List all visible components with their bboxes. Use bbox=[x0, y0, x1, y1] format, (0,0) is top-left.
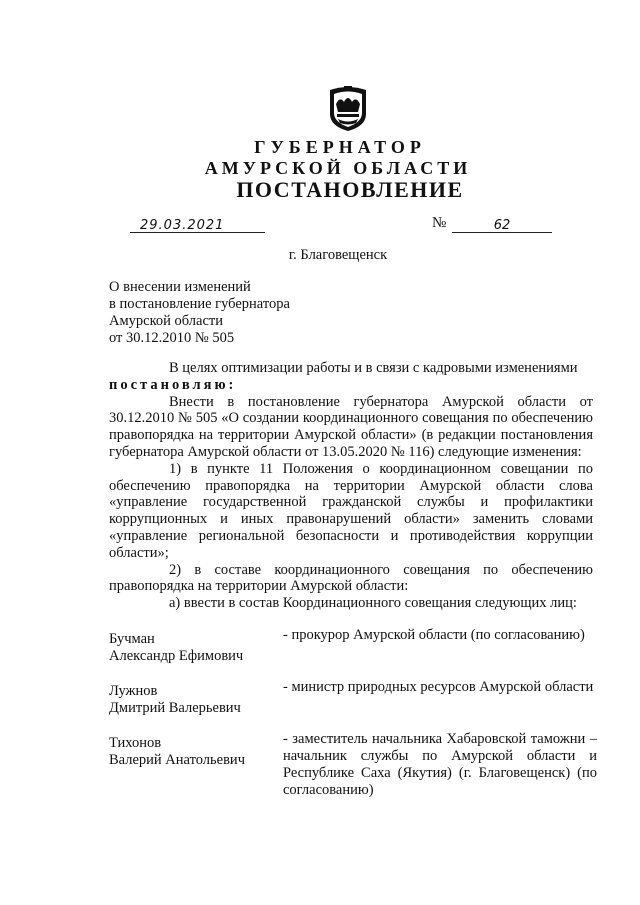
member-role: - министр природных ресурсов Амурской области bbox=[283, 679, 594, 695]
member-given-name: Александр Ефимович bbox=[109, 648, 244, 664]
subject-line: от 30.12.2010 № 505 bbox=[109, 330, 235, 346]
subject-line: в постановление губернатора bbox=[109, 296, 290, 312]
member-name bbox=[109, 683, 241, 717]
city-label: г. Благовещенск bbox=[288, 247, 388, 263]
member-name bbox=[109, 631, 243, 665]
header-title-region: АМУРСКОЙ ОБЛАСТИ bbox=[204, 158, 472, 178]
document-subject bbox=[109, 279, 290, 347]
subject-line: О внесении изменений bbox=[109, 279, 251, 295]
document-number: 62 bbox=[452, 220, 552, 233]
member-role: - заместитель начальника Хабаровской таможни – начальник службы по Амурской области и Республике Саха (Якутия) (г. Благовещенск) (по согласованию) bbox=[283, 731, 597, 798]
member-name bbox=[109, 735, 245, 769]
paragraph-item-1: 1) в пункте 11 Положения о координационном совещании по обеспечению правопорядка на территории Амурской области слова «управление государственной гражданской службы и профилактики коррупционных и иных правонарушений области» заменить словами «управление региональной безопасности и противодействия коррупции области»; bbox=[109, 460, 593, 561]
document-body bbox=[109, 360, 593, 612]
coat-of-arms-emblem bbox=[326, 84, 370, 132]
member-surname: Лужнов bbox=[109, 683, 158, 699]
paragraph-main: Внести в постановление губернатора Амурской области от 30.12.2010 № 505 «О создании координационного совещания по обеспечению правопорядка на территории Амурской области» (в редакции постановления губернатора Амурской области от 13.05.2020 № 116) следующие изменения: bbox=[109, 393, 593, 460]
member-given-name: Дмитрий Валерьевич bbox=[109, 700, 241, 716]
paragraph-subitem-a: а) ввести в состав Координационного совещания следующих лиц: bbox=[169, 595, 577, 612]
paragraph-item-2: 2) в составе координационного совещания по обеспечению правопорядка на территории Амурской области: bbox=[109, 561, 593, 595]
member-surname: Тихонов bbox=[109, 735, 162, 751]
resolve-word: постановляю: bbox=[109, 376, 237, 393]
number-sign: № bbox=[432, 215, 447, 231]
member-role: - прокурор Амурской области (по согласованию) bbox=[283, 627, 585, 643]
header-title-governor: ГУБЕРНАТОР bbox=[254, 137, 426, 157]
document-type-title: ПОСТАНОВЛЕНИЕ bbox=[236, 177, 464, 202]
subject-line: Амурской области bbox=[109, 313, 223, 329]
member-given-name: Валерий Анатольевич bbox=[109, 752, 245, 768]
member-surname: Бучман bbox=[109, 631, 155, 647]
intro-paragraph: В целях оптимизации работы и в связи с кадровыми изменениями bbox=[169, 360, 578, 376]
document-date: 29.03.2021 bbox=[130, 220, 265, 233]
